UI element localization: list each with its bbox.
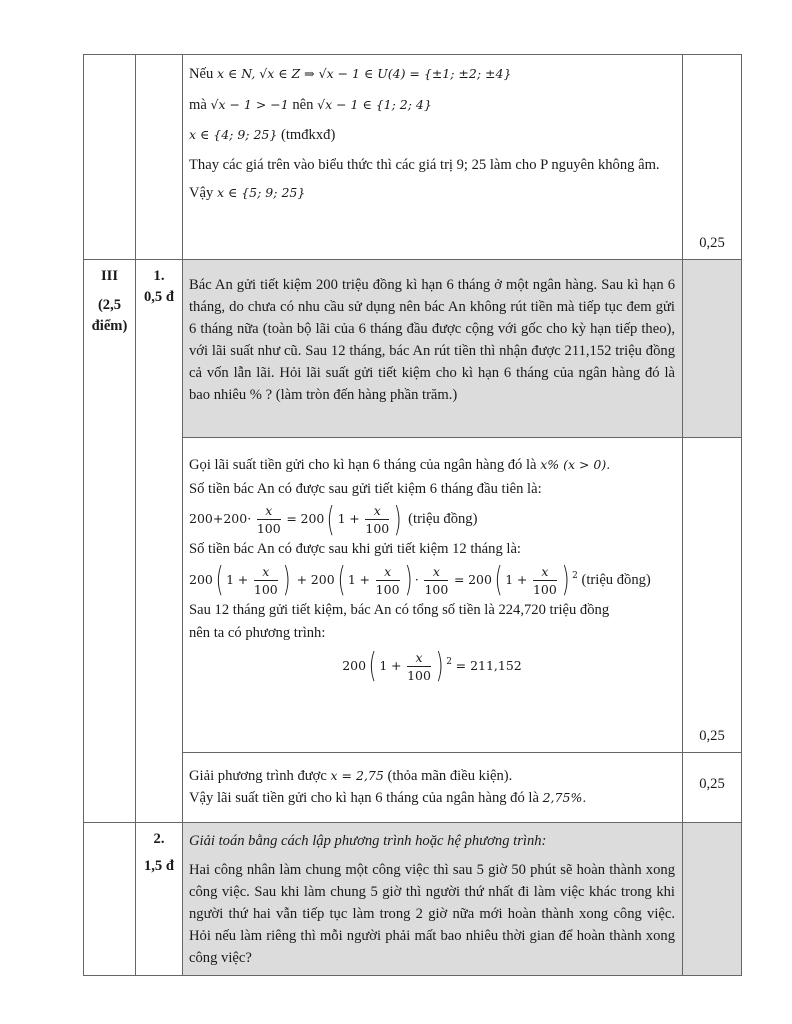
math-expression: x ∈ N, √x ∈ Z ⇒ √x − 1 ∈ U(4) = {±1; ±2; ±4} (216, 66, 512, 81)
problem-heading: Giải toán bằng cách lập phương trình hoặc hệ phương trình: (189, 833, 547, 849)
problem-text: Hai công nhân làm chung một công việc thì sau 5 giờ 50 phút sẽ hoàn thành xong công việc. Sau khi làm chung 5 giờ thì người thứ nhất đi làm việc khác trong khi người thứ hai vẫn tiếp tục làm trong 2 giờ nữa mới hoàn thành xong công việc. Hỏi nếu làm riêng thì mỗi người phải mất bao nhiêu thời gian để hoàn thành xong công việc? (189, 861, 675, 966)
equation-1: 200+200· $\frac{x}{100}$ = 200( 1 + $\frac{x}{100}$ ) (triệu đồng) (189, 499, 478, 540)
question-points: 0,5 đ (143, 289, 174, 305)
table-row (84, 260, 742, 438)
question-points: 1,5 đ (143, 858, 174, 874)
section-cell (84, 260, 136, 823)
score-cell: 0,25 (683, 55, 742, 260)
equation-2: 200( 1 + $\frac{x}{100}$ ) + 200( 1 + $\frac{x}{100}$ ) · $\frac{x}{100}$ = 200( 1 + $\frac{x}{100}$ ) $^2$ (triệu đồng) (189, 560, 651, 600)
problem-cell (183, 823, 683, 976)
table-row (84, 55, 742, 260)
table-row (84, 753, 742, 823)
question-number: 2. (153, 831, 165, 847)
solution-cell: Nếu x ∈ N, √x ∈ Z ⇒ √x − 1 ∈ U(4) = {±1; ±2; ±4} mà √x − 1 > −1 nên √x − 1 ∈ {1; 2; 4} x ∈ {4; 9; 25} (tmđkxđ) Thay các giá trên vào biểu thức thì các giá trị 9; 25 làm cho P nguyên không âm. Vậy x ∈ {5; 9; 25} (183, 55, 683, 260)
solution-cell: Giải phương trình được x = 2,75 (thỏa mãn điều kiện). Vậy lãi suất tiền gửi cho kì hạn 6 tháng của ngân hàng đó là 2,75%. (183, 753, 683, 823)
score-cell: 0,25 (683, 753, 742, 823)
table-row (84, 438, 742, 753)
answer-table (83, 54, 742, 976)
section-number: III (100, 268, 119, 284)
section-points: (2,5 điểm) (91, 297, 128, 334)
problem-cell (183, 260, 683, 438)
question-number: 1. (153, 268, 165, 284)
question-cell (136, 260, 183, 823)
table-row (84, 823, 742, 976)
equation-3: 200( 1 + $\frac{x}{100}$ ) $^2$ = 211,152 (342, 646, 522, 686)
problem-text: Bác An gửi tiết kiệm 200 triệu đồng kì hạn 6 tháng ở một ngân hàng. Sau kì hạn 6 tháng, do chưa có nhu cầu sử dụng nên bác An không rút tiền mà tiếp tục đem gửi 6 tháng nữa (toàn bộ lãi của 6 tháng đầu được cộng với gốc cho kỳ hạn tiếp theo), với lãi suất như cũ. Sau 12 tháng, bác An rút tiền thì nhận được 211,152 triệu đồng cả vốn lẫn lãi. Hỏi lãi suất gửi tiết kiệm cho kì hạn 6 tháng của ngân hàng đó là bao nhiêu % ? (làm tròn đến hàng phần trăm.) (189, 277, 675, 403)
question-cell (136, 823, 183, 976)
score-cell: 0,25 (683, 438, 742, 753)
solution-cell: Gọi lãi suất tiền gửi cho kì hạn 6 tháng của ngân hàng đó là x% (x > 0). Số tiền bác An có được sau gửi tiết kiệm 6 tháng đầu tiên là: 200+200· $\frac{x}{100}$ = 200( 1 + $\frac{x}{100}$ ) (triệu đồng) Số tiền bác An có được sau khi gửi tiết kiệm 12 tháng là: 200( 1 + $\frac{x}{100}$ ) + 200( 1 + $\frac{x}{100}$ ) · $\frac{x}{100}$ = 200( 1 + $\frac{x}{100}$ ) $^2$ (triệu đồng) Sau 12 tháng gửi tiết kiệm, bác An có tổng số tiền là 224,720 triệu đồng nên ta có phương trình: 200( 1 + $\frac{x}{100}$ ) $^2$ = 211,152 (183, 438, 683, 753)
